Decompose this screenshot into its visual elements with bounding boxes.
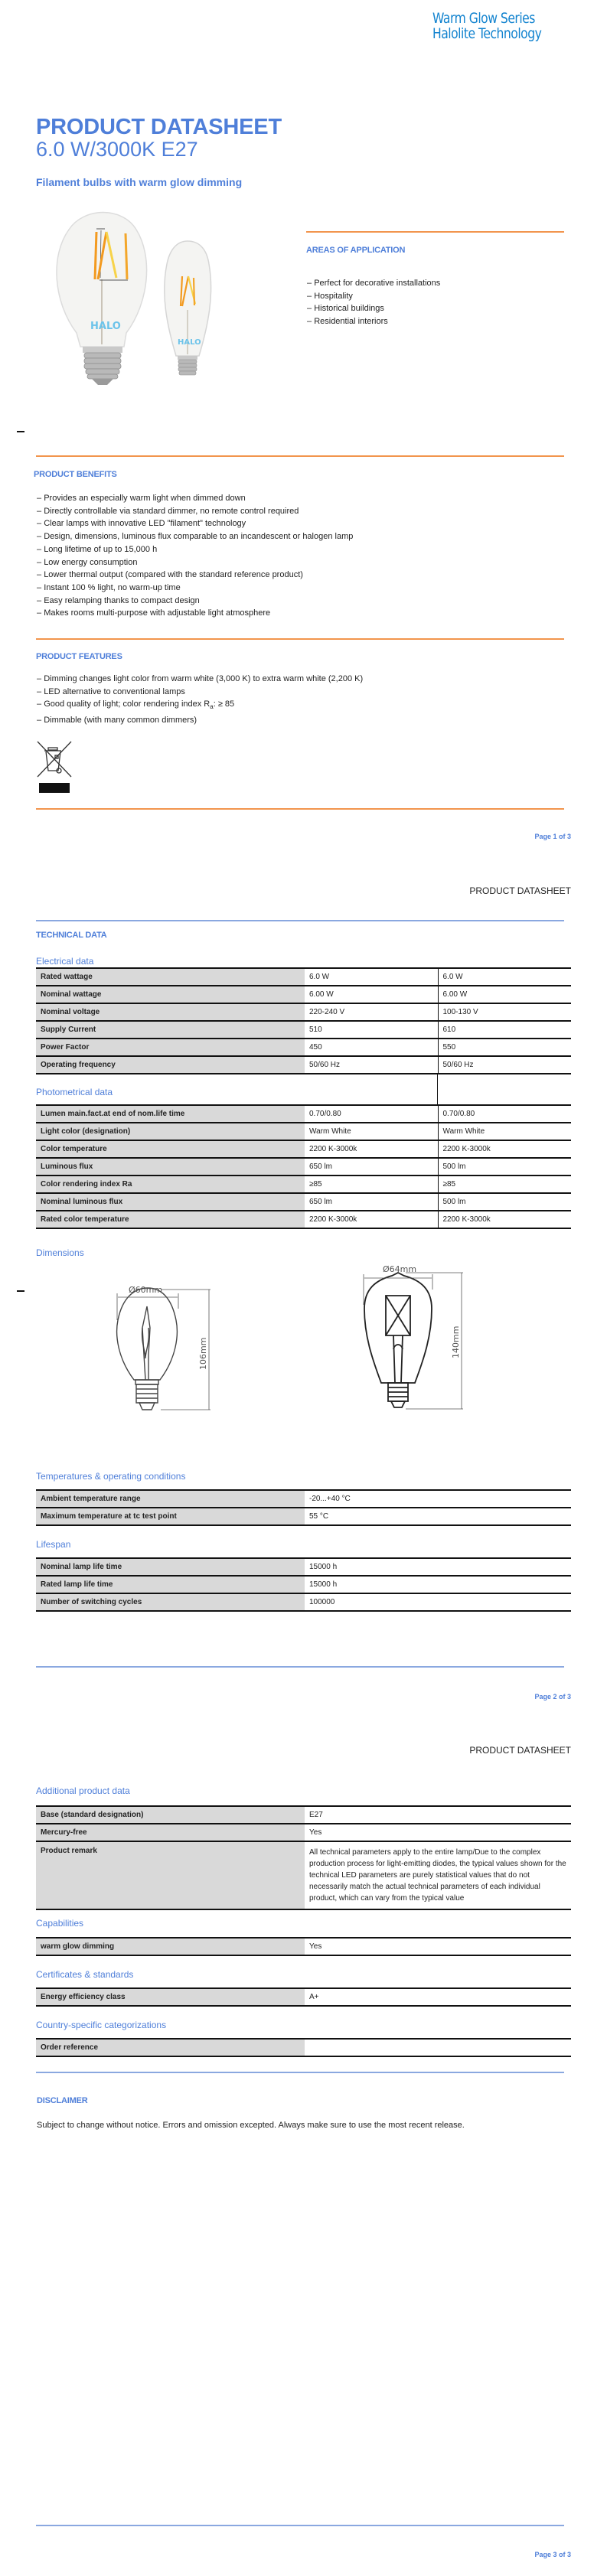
benefit-item: – Provides an especially warm light when dimmed down xyxy=(37,492,573,505)
table-row xyxy=(36,1056,571,1074)
bulb-photo-svg xyxy=(46,210,276,409)
row-label: Maximum temperature at tc test point xyxy=(36,1508,305,1525)
benefit-item: – Instant 100 % light, no warm-up time xyxy=(37,582,573,595)
svg-text:HALO: HALO xyxy=(90,321,121,332)
benefit-item: – Directly controllable via standard dimmer, no remote control required xyxy=(37,505,573,518)
technical-divider xyxy=(36,920,564,921)
table-row xyxy=(36,1176,571,1193)
value-220v: 650 lm xyxy=(305,1158,438,1176)
value-110v: 550 xyxy=(438,1039,571,1056)
disclaimer-text: Subject to change without notice. Errors and omission excepted. Always make sure to use the most recent release. xyxy=(37,2121,465,2130)
value-110v: 610 xyxy=(438,1021,571,1039)
row-label: Luminous flux xyxy=(36,1158,305,1176)
row-value: 100000 xyxy=(305,1593,571,1611)
table-row xyxy=(36,1841,571,1909)
benefits-divider xyxy=(36,455,564,457)
diameter-b-label: Ø64mm xyxy=(383,1264,417,1274)
table-row xyxy=(36,1490,571,1508)
benefit-item: – Long lifetime of up to 15,000 h xyxy=(37,543,573,556)
value-220v: 6.00 W xyxy=(305,986,438,1003)
features-list xyxy=(37,673,573,727)
row-label: Rated wattage xyxy=(36,968,305,986)
column-divider xyxy=(437,1074,438,1105)
row-label: Operating frequency xyxy=(36,1056,305,1074)
feature-item xyxy=(37,698,573,714)
running-head-page2: PRODUCT DATASHEET xyxy=(469,885,571,896)
table-row xyxy=(36,968,571,986)
country-heading: Country-specific categorizations xyxy=(36,2020,167,2030)
table-row xyxy=(36,1021,571,1039)
row-value: -20...+40 °C xyxy=(305,1490,571,1508)
value-220v: 510 xyxy=(305,1021,438,1039)
table-row xyxy=(36,1806,571,1824)
benefit-item: – Lower thermal output (compared with the standard reference product) xyxy=(37,569,573,582)
cri-suffix: : ≥ 85 xyxy=(213,699,235,709)
electrical-table xyxy=(36,967,571,1074)
application-heading: AREAS OF APPLICATION xyxy=(306,246,406,255)
photometrical-table xyxy=(36,1104,571,1229)
value-220v: ≥85 xyxy=(305,1176,438,1193)
bulb-a-dimension-drawing xyxy=(107,1274,222,1420)
diameter-a-label: Ø60mm xyxy=(129,1285,163,1295)
cri-subscript: a xyxy=(210,703,214,711)
row-label: Nominal luminous flux xyxy=(36,1193,305,1211)
row-label: Base (standard designation) xyxy=(36,1806,305,1824)
benefits-list xyxy=(37,492,573,620)
country-table xyxy=(36,2038,571,2057)
row-value: 15000 h xyxy=(305,1558,571,1576)
row-label: Power Factor xyxy=(36,1039,305,1056)
value-110v: Warm White xyxy=(438,1123,571,1140)
small-bulb-image xyxy=(165,241,211,375)
table-row xyxy=(36,1938,571,1955)
table-row xyxy=(36,2039,571,2056)
application-item: – Historical buildings xyxy=(307,302,560,315)
height-a-label: 106mm xyxy=(198,1337,208,1370)
row-label: Product remark xyxy=(36,1841,305,1909)
row-value: Yes xyxy=(305,1938,571,1955)
value-220v: 650 lm xyxy=(305,1193,438,1211)
additional-heading: Additional product data xyxy=(36,1785,130,1796)
stray-dash-mark xyxy=(17,1290,24,1292)
features-heading: PRODUCT FEATURES xyxy=(36,652,122,661)
brand-line-1: Warm Glow Series xyxy=(432,10,535,27)
row-value: A+ xyxy=(305,1988,571,2006)
table-row xyxy=(36,1211,571,1228)
lifespan-table xyxy=(36,1557,571,1612)
row-label: Color temperature xyxy=(36,1140,305,1158)
value-110v: 0.70/0.80 xyxy=(438,1105,571,1123)
capabilities-table xyxy=(36,1937,571,1956)
product-model: 6.0 W/3000K E27 xyxy=(36,138,198,161)
value-220v: 2200 K-3000k xyxy=(305,1140,438,1158)
value-220v: 2200 K-3000k xyxy=(305,1211,438,1228)
feature-item: – LED alternative to conventional lamps xyxy=(37,686,573,699)
benefit-item: – Easy relamping thanks to compact design xyxy=(37,595,573,608)
height-b-label: 140mm xyxy=(451,1325,461,1358)
row-value: Yes xyxy=(305,1824,571,1841)
value-220v: 6.0 W xyxy=(305,968,438,986)
benefit-item: – Clear lamps with innovative LED "filament" technology xyxy=(37,517,573,530)
bulb-b-dimension-drawing xyxy=(360,1259,475,1427)
row-value: 15000 h xyxy=(305,1576,571,1593)
table-row xyxy=(36,1158,571,1176)
product-tagline: Filament bulbs with warm glow dimming xyxy=(36,176,243,188)
cri-prefix: Good quality of light; color rendering index R xyxy=(44,699,210,709)
large-bulb-image xyxy=(57,213,147,386)
value-220v: 50/60 Hz xyxy=(305,1056,438,1074)
row-label: Number of switching cycles xyxy=(36,1593,305,1611)
page-title: PRODUCT DATASHEET xyxy=(36,115,282,139)
value-110v: 6.00 W xyxy=(438,986,571,1003)
value-220v: 0.70/0.80 xyxy=(305,1105,438,1123)
disclaimer-divider xyxy=(36,2072,564,2073)
table-row xyxy=(36,1824,571,1841)
temperatures-table xyxy=(36,1489,571,1526)
table-row xyxy=(36,1105,571,1123)
table-row xyxy=(36,1140,571,1158)
application-item: – Perfect for decorative installations xyxy=(307,277,560,290)
page-number-2: Page 2 of 3 xyxy=(534,1693,571,1700)
row-value: 55 °C xyxy=(305,1508,571,1525)
benefit-item: – Makes rooms multi-purpose with adjustable light atmosphere xyxy=(37,607,573,620)
row-label: Mercury-free xyxy=(36,1824,305,1841)
row-label: Energy efficiency class xyxy=(36,1988,305,2006)
page-number-3: Page 3 of 3 xyxy=(534,2551,571,2558)
row-label: Color rendering index Ra xyxy=(36,1176,305,1193)
value-110v: 100-130 V xyxy=(438,1003,571,1021)
brand-logo xyxy=(432,11,564,41)
value-220v: 450 xyxy=(305,1039,438,1056)
page2-footer-divider xyxy=(36,1666,564,1668)
row-label: Lumen main.fact.at end of nom.life time xyxy=(36,1105,305,1123)
technical-heading: TECHNICAL DATA xyxy=(36,931,107,940)
table-row xyxy=(36,1039,571,1056)
row-label: Ambient temperature range xyxy=(36,1490,305,1508)
value-110v: 500 lm xyxy=(438,1158,571,1176)
value-110v: 500 lm xyxy=(438,1193,571,1211)
brand-line-2: Halolite Technology xyxy=(432,25,542,42)
table-row xyxy=(36,1988,571,2006)
disclaimer-heading: DISCLAIMER xyxy=(37,2096,88,2105)
row-value xyxy=(305,2039,571,2056)
value-110v: 2200 K-3000k xyxy=(438,1211,571,1228)
page1-footer-divider xyxy=(36,808,564,810)
value-220v: 220-240 V xyxy=(305,1003,438,1021)
application-item: – Residential interiors xyxy=(307,315,560,328)
application-item: – Hospitality xyxy=(307,290,560,303)
table-row xyxy=(36,1123,571,1140)
page-number-1: Page 1 of 3 xyxy=(534,833,571,840)
electrical-heading: Electrical data xyxy=(36,956,94,967)
table-row xyxy=(36,1593,571,1611)
temperatures-heading: Temperatures & operating conditions xyxy=(36,1471,186,1482)
table-row xyxy=(36,1193,571,1211)
row-label: Light color (designation) xyxy=(36,1123,305,1140)
page3-footer-divider xyxy=(36,2525,564,2526)
value-110v: ≥85 xyxy=(438,1176,571,1193)
value-220v: Warm White xyxy=(305,1123,438,1140)
photometrical-heading: Photometrical data xyxy=(36,1087,113,1097)
row-label: Supply Current xyxy=(36,1021,305,1039)
additional-table xyxy=(36,1805,571,1910)
row-label: Nominal lamp life time xyxy=(36,1558,305,1576)
value-110v: 50/60 Hz xyxy=(438,1056,571,1074)
svg-text:HALO: HALO xyxy=(178,338,201,347)
row-label: Nominal voltage xyxy=(36,1003,305,1021)
benefit-item: – Design, dimensions, luminous flux comparable to an incandescent or halogen lamp xyxy=(37,530,573,543)
running-head-page3: PRODUCT DATASHEET xyxy=(469,1745,571,1756)
features-divider xyxy=(36,638,564,640)
feature-item: – Dimmable (with many common dimmers) xyxy=(37,714,573,727)
crossed-out-wheelie-bin-icon xyxy=(36,740,73,794)
certificates-table xyxy=(36,1987,571,2007)
row-label: Rated color temperature xyxy=(36,1211,305,1228)
application-list xyxy=(307,277,560,328)
value-110v: 6.0 W xyxy=(438,968,571,986)
capabilities-heading: Capabilities xyxy=(36,1918,84,1929)
row-value: E27 xyxy=(305,1806,571,1824)
table-row xyxy=(36,1508,571,1525)
benefit-item: – Low energy consumption xyxy=(37,556,573,569)
row-label: warm glow dimming xyxy=(36,1938,305,1955)
benefits-heading: PRODUCT BENEFITS xyxy=(34,470,117,479)
product-photo xyxy=(46,210,276,409)
lifespan-heading: Lifespan xyxy=(36,1539,71,1550)
table-row xyxy=(36,1576,571,1593)
feature-item: – Dimming changes light color from warm white (3,000 K) to extra warm white (2,200 K) xyxy=(37,673,573,686)
table-row xyxy=(36,1003,571,1021)
application-divider xyxy=(306,231,564,233)
stray-dash-mark xyxy=(17,431,24,432)
row-label: Rated lamp life time xyxy=(36,1576,305,1593)
certificates-heading: Certificates & standards xyxy=(36,1969,134,1980)
dimensions-heading: Dimensions xyxy=(36,1247,84,1258)
value-110v: 2200 K-3000k xyxy=(438,1140,571,1158)
row-label: Nominal wattage xyxy=(36,986,305,1003)
table-row xyxy=(36,986,571,1003)
table-row xyxy=(36,1558,571,1576)
product-remark-value: All technical parameters apply to the entire lamp/Due to the complex production process for light-emitting diodes, the typical values shown for the technical LED parameters are purely statistical values that do not necessarily match the actual technical parameters of each individual product, which can vary from the typical value xyxy=(305,1841,571,1909)
row-label: Order reference xyxy=(36,2039,305,2056)
